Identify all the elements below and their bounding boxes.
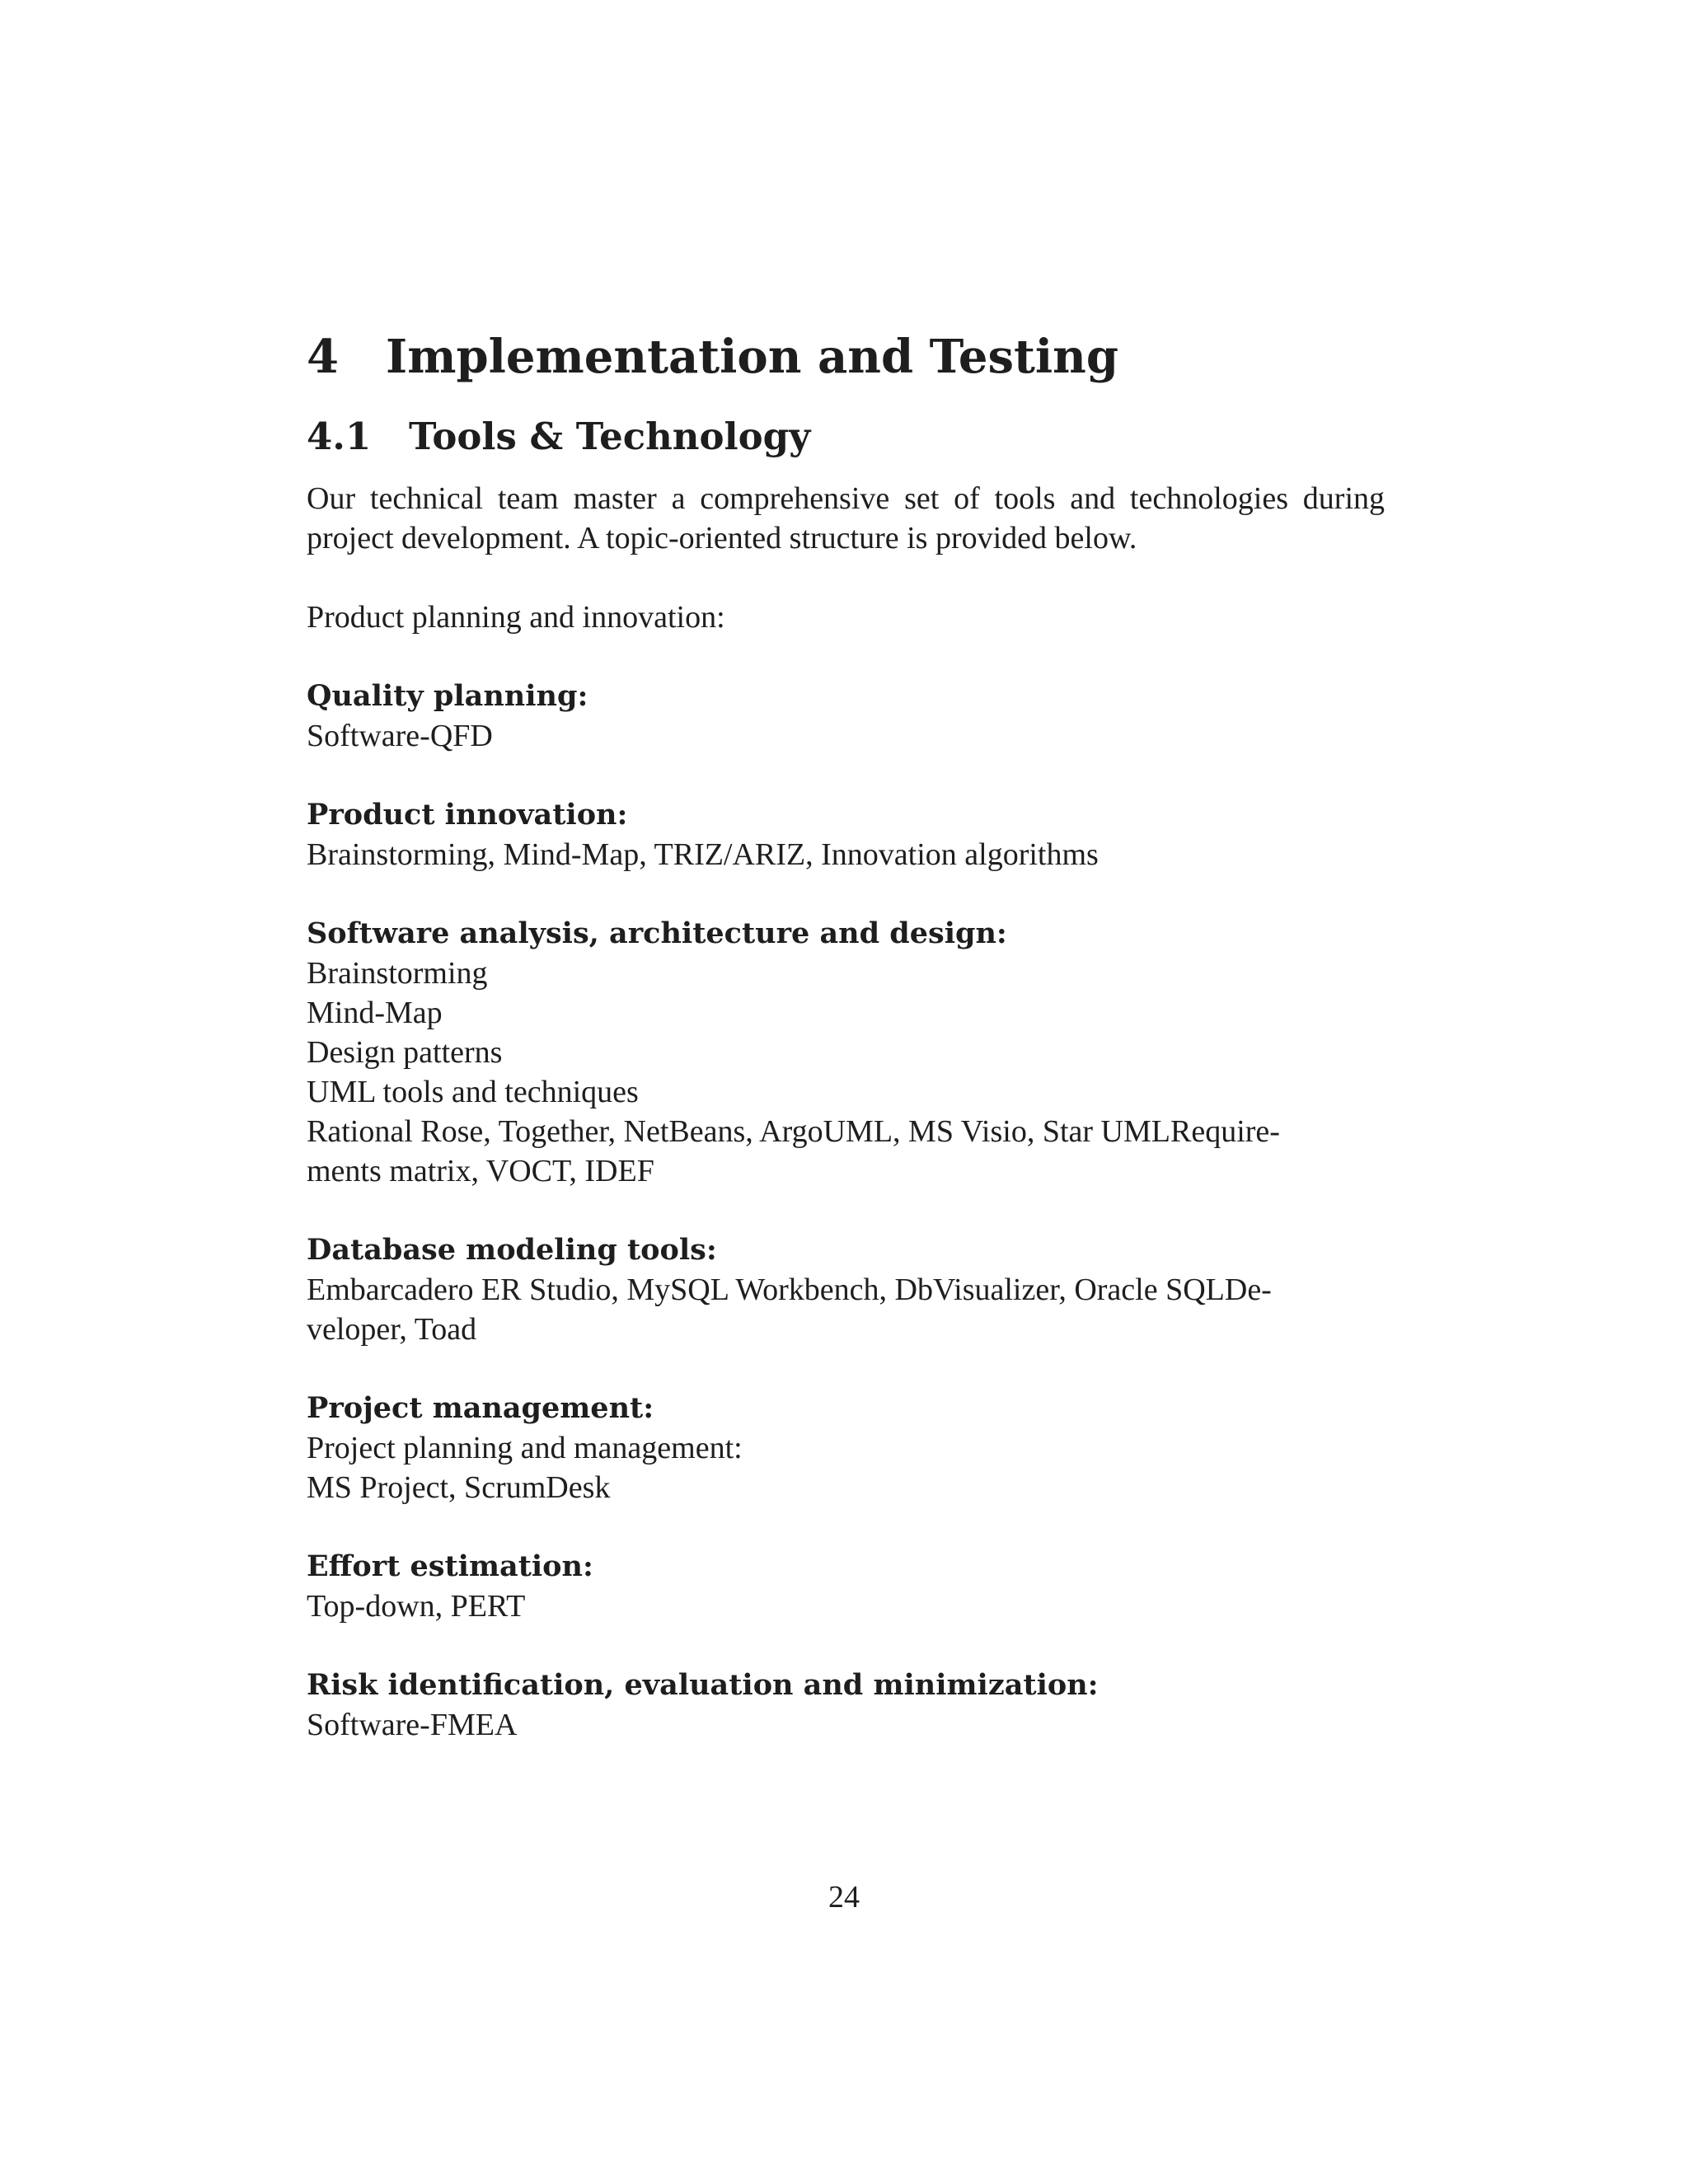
section-number: 4.1 bbox=[307, 415, 372, 459]
group-line: Mind-Map bbox=[307, 996, 443, 1031]
page-content bbox=[307, 330, 1385, 1745]
group-title: Quality planning: bbox=[307, 679, 588, 714]
group-title: Risk identification, evaluation and minimization: bbox=[307, 1668, 1099, 1703]
group-title: Product innovation: bbox=[307, 798, 628, 832]
group-line: Rational Rose, Together, NetBeans, ArgoUML, MS Visio, Star UMLRequire- bbox=[307, 1114, 1280, 1150]
group-line: veloper, Toad bbox=[307, 1312, 477, 1347]
chapter-heading bbox=[307, 330, 1385, 385]
group-line: MS Project, ScrumDesk bbox=[307, 1470, 611, 1506]
planning-label: Product planning and innovation: bbox=[307, 600, 725, 635]
group-title: Database modeling tools: bbox=[307, 1233, 717, 1268]
group-line: Software-QFD bbox=[307, 719, 493, 754]
group-line: Design patterns bbox=[307, 1035, 503, 1071]
group-title: Effort estimation: bbox=[307, 1549, 593, 1584]
section-heading bbox=[307, 415, 1385, 459]
group-line: Top-down, PERT bbox=[307, 1589, 526, 1624]
tool-group-quality-planning bbox=[307, 677, 1385, 756]
chapter-number: 4 bbox=[307, 330, 339, 384]
group-line: Software-FMEA bbox=[307, 1708, 518, 1743]
group-line: Brainstorming bbox=[307, 956, 488, 991]
tool-group-risk-identification bbox=[307, 1666, 1385, 1745]
chapter-title: Implementation and Testing bbox=[386, 330, 1119, 384]
tool-group-effort-estimation bbox=[307, 1547, 1385, 1626]
intro-paragraph: Our technical team master a comprehensive set of tools and technologies during project development. A topic-oriented structure is provided below. bbox=[307, 481, 1385, 556]
group-title: Project management: bbox=[307, 1391, 654, 1426]
tool-group-software-analysis bbox=[307, 914, 1385, 1191]
tool-group-project-management bbox=[307, 1389, 1385, 1507]
group-line: ments matrix, VOCT, IDEF bbox=[307, 1154, 654, 1189]
group-line: Embarcadero ER Studio, MySQL Workbench, DbVisualizer, Oracle SQLDe- bbox=[307, 1272, 1272, 1308]
section-title: Tools & Technology bbox=[409, 415, 811, 459]
group-line: Project planning and management: bbox=[307, 1431, 743, 1466]
page-number: 24 bbox=[828, 1880, 860, 1915]
tool-group-product-innovation bbox=[307, 795, 1385, 874]
tool-group-database-modeling bbox=[307, 1230, 1385, 1349]
group-line: Brainstorming, Mind-Map, TRIZ/ARIZ, Innovation algorithms bbox=[307, 837, 1099, 873]
group-line: UML tools and techniques bbox=[307, 1075, 639, 1110]
group-title: Software analysis, architecture and design: bbox=[307, 916, 1007, 951]
